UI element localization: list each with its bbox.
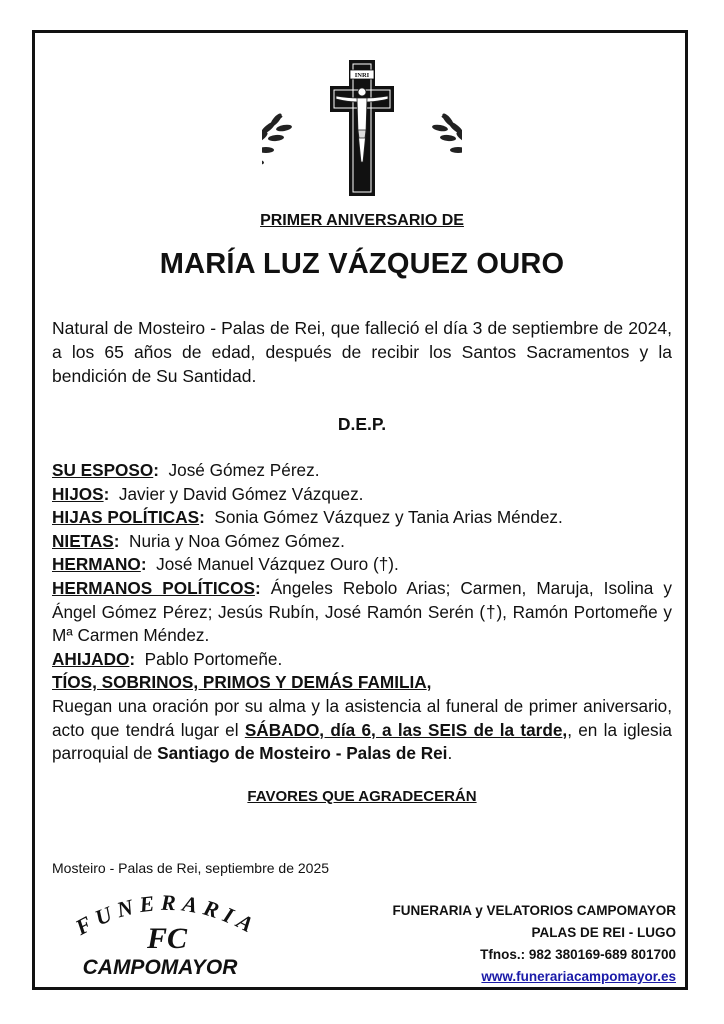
laurel-left-icon [262,112,292,170]
all-family-label: TÍOS, SOBRINOS, PRIMOS Y DEMÁS FAMILIA [52,672,427,693]
family-entry-spouse: SU ESPOSO: José Gómez Pérez. [52,460,320,480]
laurel-right-icon [432,112,462,170]
anniversary-heading: PRIMER ANIVERSARIO DE [260,212,464,229]
family-text: Javier y David Gómez Vázquez. [118,483,364,504]
family-entry-godson: AHIJADO: Pablo Portomeñe. [52,648,283,669]
thanks-line: FAVORES QUE AGRADECERÁN [247,788,477,805]
family-entry-brother: HERMANO: José Manuel Vázquez Ouro (†). [52,554,399,575]
rip-abbreviation: D.E.P. [337,414,387,434]
family-text: Ángeles Rebolo Arias; Carmen, Maruja, Isolina y Ángel Gómez Pérez; Jesús Rubín, José Ramón Serén (†), Ramón Portomeñe y Mª Carmen Méndez. [52,577,672,646]
logo-bottom-text: CAMPOMAYOR [82,956,238,979]
crucifix-with-laurels [262,58,462,198]
family-text: José Manuel Vázquez Ouro (†). [156,554,399,575]
funeral-home-logo [52,888,282,980]
request-text: . [447,743,453,764]
family-text: Pablo Portomeñe. [144,648,283,669]
family-label: HIJOS [52,483,104,504]
deceased-name: MARÍA LUZ VÁZQUEZ OURO [159,248,565,280]
request-text: Ruegan una oración por su alma y la asistencia al funeral de primer aniversario, acto que tendrá lugar el [52,695,672,740]
agency-website-link[interactable]: www.funerariacampomayor.es [481,969,676,984]
family-text: Nuria y Noa Gómez Gómez. [129,530,345,551]
family-label: NIETAS [52,530,114,551]
family-label: AHIJADO [52,648,130,669]
date-line: Mosteiro - Palas de Rei, septiembre de 2025 [52,860,330,876]
family-label: HERMANO [52,554,141,575]
family-list [52,459,672,766]
biography-paragraph: Natural de Mosteiro - Palas de Rei, que falleció el día 3 de septiembre de 2024, a los 65 años de edad, después de recibir los Santos Sacramentos y la bendición de Su Santidad. [52,318,672,386]
agency-name: FUNERARIA y VELATORIOS CAMPOMAYOR [392,903,676,918]
family-label: HIJAS POLÍTICAS [52,507,200,528]
family-label: SU ESPOSO [52,460,154,480]
logo-top-text: FUNERARIA [71,889,263,940]
funeral-date: SÁBADO, día 6, a las SEIS de la tarde [244,719,563,740]
family-text: José Gómez Pérez. [168,460,320,480]
request-text: , en la iglesia parroquial de [52,719,672,764]
family-entry-children: HIJOS: Javier y David Gómez Vázquez. [52,483,364,504]
logo-monogram: FC [146,922,188,955]
agency-phones: Tfnos.: 982 380169-689 801700 [480,947,676,962]
family-label: HERMANOS POLÍTICOS [52,577,255,598]
agency-location: PALAS DE REI - LUGO [531,925,676,940]
family-entry-all-relatives: TÍOS, SOBRINOS, PRIMOS Y DEMÁS FAMILIA, [52,672,432,693]
crucifix-icon [262,58,462,198]
funeral-request: Ruegan una oración por su alma y la asistencia al funeral de primer aniversario, acto que tendrá lugar el SÁBADO, día 6, a las SEIS de la tarde,, en la iglesia parroquial de Santiago de Mosteiro - Palas de Rei. [52,695,672,764]
funeral-place: Santiago de Mosteiro - Palas de Rei [157,743,448,764]
family-entry-daughters-in-law: HIJAS POLÍTICAS: Sonia Gómez Vázquez y Tania Arias Méndez. [52,507,563,528]
agency-info [392,900,676,988]
inri-label: INRI [354,72,370,79]
family-text: Sonia Gómez Vázquez y Tania Arias Méndez. [214,507,563,528]
family-entry-granddaughters: NIETAS: Nuria y Noa Gómez Gómez. [52,530,345,551]
family-entry-siblings-in-law: HERMANOS POLÍTICOS: Ángeles Rebolo Arias; Carmen, Maruja, Isolina y Ángel Gómez Pérez; Jesús Rubín, José Ramón Serén (†), Ramón Portomeñe y Mª Carmen Méndez. [52,577,672,646]
